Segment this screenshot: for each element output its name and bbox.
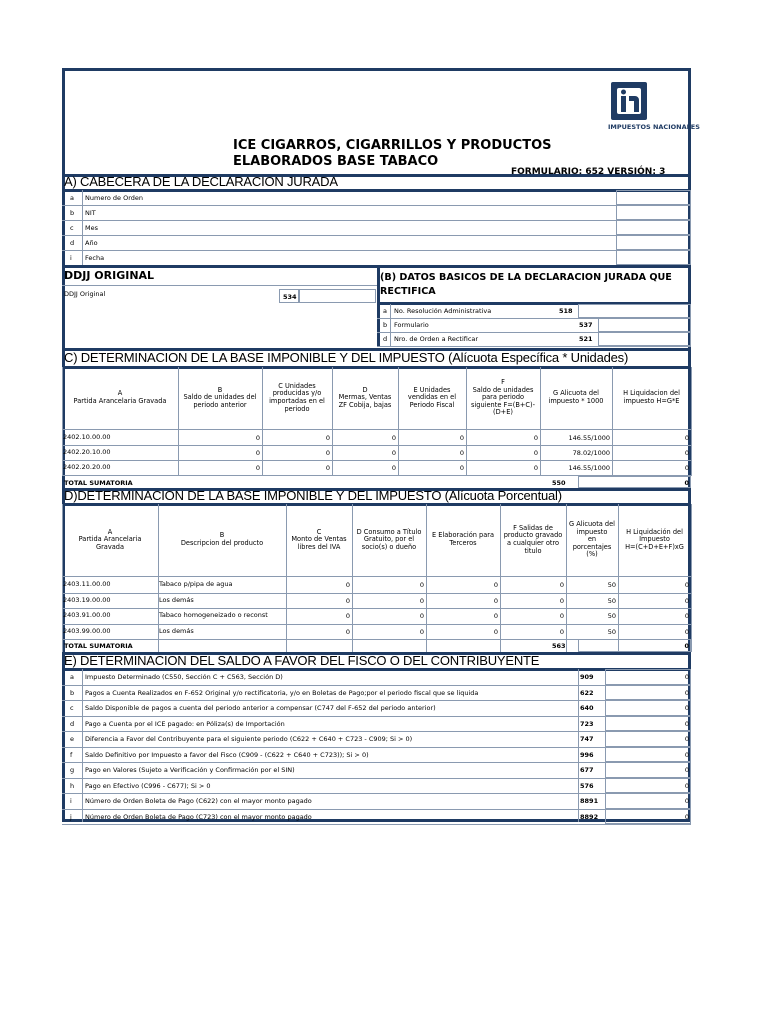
row-code: f — [70, 750, 73, 759]
section-e-row-label: Saldo Definitivo por Impuesto a favor del Fisco (C909 - (C622 + C640 + C723)); Si > 0) — [85, 750, 369, 759]
section-e-value: 0 — [684, 688, 689, 697]
section-e-value: 0 — [684, 766, 689, 774]
row-code: 909 — [580, 673, 594, 681]
descripcion-cell: Tabaco homogeneizado o reconst — [159, 611, 268, 619]
section-c-cell[interactable]: 0 — [255, 464, 260, 472]
section-c-cell[interactable]: 146.55/1000 — [568, 434, 610, 442]
row-code: a — [383, 307, 387, 315]
section-c-cell[interactable]: 0 — [533, 449, 538, 457]
title-line2: ELABORADOS BASE TABACO — [233, 154, 439, 169]
section-d-cell: 0 — [684, 596, 689, 605]
row-code: b — [383, 321, 388, 329]
section-e-value: 0 — [684, 797, 689, 805]
partida-cell: 2402.20.20.00 — [63, 463, 111, 471]
section-c-cell[interactable]: 0 — [255, 434, 260, 442]
partida-cell: 2403.99.00.00 — [63, 626, 111, 635]
section-e-row-label: Número de Orden Boleta de Pago (C723) con el mayor monto pagado — [85, 812, 312, 821]
section-b-input[interactable] — [598, 332, 691, 346]
page-title — [233, 138, 552, 170]
row-code: 521 — [579, 335, 593, 343]
section-d-cell[interactable]: 0 — [345, 612, 350, 620]
row-code: 747 — [580, 735, 594, 743]
row-code: a — [70, 194, 74, 202]
row-code: 677 — [580, 766, 594, 774]
section-d-cell[interactable]: 0 — [345, 627, 350, 636]
section-d-col-header: A Partida Arancelaria Gravada — [78, 527, 142, 551]
ddjj-row-code: 534 — [283, 293, 297, 301]
section-d-cell[interactable]: 0 — [559, 596, 564, 605]
total-value: 0 — [684, 479, 689, 487]
ddjj-title: DDJJ ORIGINAL — [64, 269, 155, 282]
descripcion-cell: Tabaco p/pipa de agua — [159, 580, 233, 588]
section-a-row-label: Fecha — [85, 254, 105, 262]
row-code: b — [70, 209, 75, 217]
section-e-row-label: Pago a Cuenta por el ICE pagado: en Póliza(s) de Importación — [85, 719, 285, 728]
section-d-cell[interactable]: 0 — [419, 627, 424, 636]
section-c-cell[interactable]: 0 — [533, 464, 538, 472]
section-d-cell: 0 — [684, 627, 689, 636]
total-code: 550 — [552, 479, 566, 487]
section-d-cell[interactable]: 0 — [559, 627, 564, 636]
section-e-value: 0 — [684, 735, 689, 743]
total-code: 563 — [552, 642, 566, 650]
partida-cell: 2403.11.00.00 — [63, 580, 111, 588]
section-d-cell[interactable]: 0 — [493, 596, 498, 605]
row-code: 576 — [580, 781, 594, 790]
partida-cell: 2402.10.00.00 — [63, 433, 111, 441]
section-a-input[interactable] — [616, 190, 691, 205]
row-code: c — [70, 224, 74, 232]
row-code: e — [70, 735, 74, 743]
row-code: h — [70, 781, 75, 790]
section-d-cell: 0 — [684, 612, 689, 620]
section-e-row-label: Pagos a Cuenta Realizados en F-652 Original y/o rectificatoria, y/o en Boletas de Pago;por el periodo fiscal que se liquida — [85, 688, 479, 697]
section-c-cell[interactable]: 0 — [391, 464, 396, 472]
row-code: d — [70, 719, 75, 728]
partida-cell: 2403.19.00.00 — [63, 595, 111, 604]
descripcion-cell: Los demás — [159, 626, 194, 635]
section-b-row-label: Formulario — [394, 321, 429, 329]
section-d-cell: 0 — [684, 581, 689, 589]
section-e-row-label: Pago en Efectivo (C996 - C677); Si > 0 — [85, 781, 211, 790]
section-d-cell[interactable]: 0 — [493, 627, 498, 636]
section-b-title: (B) DATOS BASICOS DE LA DECLARACION JURADA QUE RECTIFICA — [380, 272, 672, 297]
descripcion-cell: Los demás — [159, 595, 194, 604]
section-d-cell[interactable]: 0 — [559, 612, 564, 620]
section-c-cell: 0 — [684, 449, 689, 457]
section-d-cell[interactable]: 0 — [419, 612, 424, 620]
section-e-value: 0 — [684, 673, 689, 681]
row-code: 640 — [580, 704, 594, 712]
total-value: 0 — [684, 642, 689, 650]
section-d-cell[interactable]: 0 — [493, 581, 498, 589]
row-code: 518 — [559, 307, 573, 315]
form-label: FORMULARIO: 652 VERSIÓN: 3 — [511, 167, 666, 177]
section-a-row-label: Numero de Orden — [85, 194, 143, 202]
row-code: 8891 — [580, 797, 599, 805]
section-e-row-label: Pago en Valores (Sujeto a Verificación y Confirmación por el SIN) — [85, 766, 295, 774]
title-line1: ICE CIGARROS, CIGARRILLOS Y PRODUCTOS — [233, 138, 552, 153]
section-d-cell[interactable]: 0 — [419, 581, 424, 589]
section-e-row-label: Impuesto Determinado (C550, Sección C + C563, Sección D) — [85, 673, 283, 681]
section-e-value: 0 — [684, 750, 689, 759]
section-e-row-label: Diferencia a Favor del Contribuyente para el siguiente periodo (C622 + C640 + C723 - C909; Si > 0) — [85, 735, 413, 743]
section-c-cell[interactable]: 0 — [391, 434, 396, 442]
section-c-col-header: E Unidades vendidas en el Periodo Fiscal — [407, 385, 457, 409]
section-d-col-header: G Alicuota del impuesto en porcentajes (%) — [568, 520, 615, 559]
section-d-cell[interactable]: 50 — [607, 596, 616, 605]
section-d-cell[interactable]: 0 — [345, 596, 350, 605]
row-code: d — [383, 335, 388, 343]
section-c-cell[interactable]: 0 — [459, 464, 464, 472]
total-label: TOTAL SUMATORIA — [64, 479, 133, 487]
row-code: a — [70, 673, 74, 681]
section-b-input[interactable] — [578, 304, 691, 318]
section-b-row-label: Nro. de Orden a Rectificar — [394, 335, 479, 343]
section-d-cell[interactable]: 0 — [419, 596, 424, 605]
section-e-value: 0 — [684, 781, 689, 790]
section-d-col-header: E Elaboración para Terceros — [431, 531, 495, 547]
section-d-cell[interactable]: 0 — [345, 581, 350, 589]
section-c-cell[interactable]: 0 — [459, 434, 464, 442]
section-d-cell[interactable]: 0 — [559, 581, 564, 589]
row-code: c — [70, 704, 74, 712]
logo-text: IMPUESTOS NACIONALES — [608, 123, 700, 131]
section-c-cell[interactable]: 146.55/1000 — [568, 464, 610, 472]
section-a-row-label: Año — [85, 239, 98, 247]
section-c-cell[interactable]: 0 — [325, 449, 330, 457]
row-code: d — [70, 239, 75, 247]
section-c-col-header: H Liquidacion del impuesto H=G*E — [623, 389, 680, 405]
partida-cell: 2402.20.10.00 — [63, 448, 111, 456]
section-c-cell[interactable]: 0 — [255, 449, 260, 457]
row-code: 537 — [579, 321, 593, 329]
section-e-value: 0 — [684, 812, 689, 821]
section-a-input[interactable] — [616, 220, 691, 235]
section-b-row-label: No. Resolución Administrativa — [394, 307, 492, 315]
section-a-row-label: NIT — [85, 209, 96, 217]
section-d-col-header: H Liquidación del Impuesto H=(C+D+E+F)xG — [625, 527, 684, 551]
row-code: 996 — [580, 750, 594, 759]
section-c-cell[interactable]: 0 — [325, 464, 330, 472]
section-a-input[interactable] — [616, 205, 691, 220]
row-code: b — [70, 688, 75, 697]
section-e-title: E) DETERMINACION DEL SALDO A FAVOR DEL FISCO O DEL CONTRIBUYENTE — [64, 653, 540, 668]
section-c-cell[interactable]: 0 — [459, 449, 464, 457]
partida-cell: 2403.91.00.00 — [63, 611, 111, 619]
section-a-title: A) CABECERA DE LA DECLARACION JURADA — [64, 174, 338, 189]
section-a-input[interactable] — [616, 250, 691, 265]
section-c-col-header: G Alicuota del impuesto * 1000 — [548, 389, 604, 405]
row-code: i — [70, 254, 72, 262]
section-d-title: D)DETERMINACION DE LA BASE IMPONIBLE Y DEL IMPUESTO (Alícuota Porcentual) — [64, 488, 562, 503]
section-e-row-label: Saldo Disponible de pagos a cuenta del periodo anterior a compensar (C747 del F-652 del periodo anterior) — [85, 704, 436, 712]
section-d-cell[interactable]: 50 — [607, 627, 616, 636]
section-c-cell[interactable]: 0 — [325, 434, 330, 442]
section-c-col-header: C Unidades producidas y/o importadas en el periodo — [269, 381, 325, 413]
section-e-row-label: Número de Orden Boleta de Pago (C622) con el mayor monto pagado — [85, 797, 312, 805]
section-c-title: C) DETERMINACION DE LA BASE IMPONIBLE Y DEL IMPUESTO (Alícuota Específica * Unidades) — [64, 350, 629, 365]
section-d-cell[interactable]: 50 — [607, 612, 616, 620]
section-d-col-header: B Descripcion del producto — [180, 531, 264, 547]
section-d-col-header: D Consumo a Título Gratuito, por el socio(s) o dueño — [356, 527, 422, 551]
section-d-col-header: F Salidas de producto gravado a cualquier otro titulo — [503, 523, 563, 555]
row-code: i — [70, 797, 72, 805]
section-d-cell[interactable]: 0 — [493, 612, 498, 620]
section-c-col-header: D Mermas, Ventas ZF Cobija, bajas — [338, 385, 392, 409]
section-c-cell: 0 — [684, 434, 689, 442]
section-c-cell[interactable]: 78.02/1000 — [572, 449, 610, 457]
section-a-row-label: Mes — [85, 224, 98, 232]
section-c-cell: 0 — [684, 464, 689, 472]
section-c-col-header: B Saldo de unidades del periodo anterior — [183, 385, 257, 409]
section-d-cell[interactable]: 50 — [607, 581, 616, 589]
section-e-value: 0 — [684, 704, 689, 712]
section-e-value: 0 — [684, 719, 689, 728]
section-b-input[interactable] — [598, 318, 691, 332]
ddjj-original-input[interactable] — [299, 289, 376, 303]
section-a-input[interactable] — [616, 235, 691, 250]
row-code: 723 — [580, 719, 594, 728]
row-code: j — [70, 812, 72, 821]
row-code: g — [70, 766, 75, 774]
section-d-col-header: C Monto de Ventas libres del IVA — [291, 527, 347, 551]
row-code: 8892 — [580, 812, 599, 821]
section-c-col-header: F Saldo de unidades para periodo siguiente F=(B+C)- (D+E) — [471, 378, 535, 417]
section-c-cell[interactable]: 0 — [533, 434, 538, 442]
logo-icon — [611, 82, 647, 120]
ddjj-row-label: DDJJ Original — [64, 290, 106, 298]
row-code: 622 — [580, 688, 594, 697]
total-label: TOTAL SUMATORIA — [64, 642, 133, 650]
section-c-col-header: A Partida Arancelaria Gravada — [73, 389, 167, 405]
section-c-cell[interactable]: 0 — [391, 449, 396, 457]
